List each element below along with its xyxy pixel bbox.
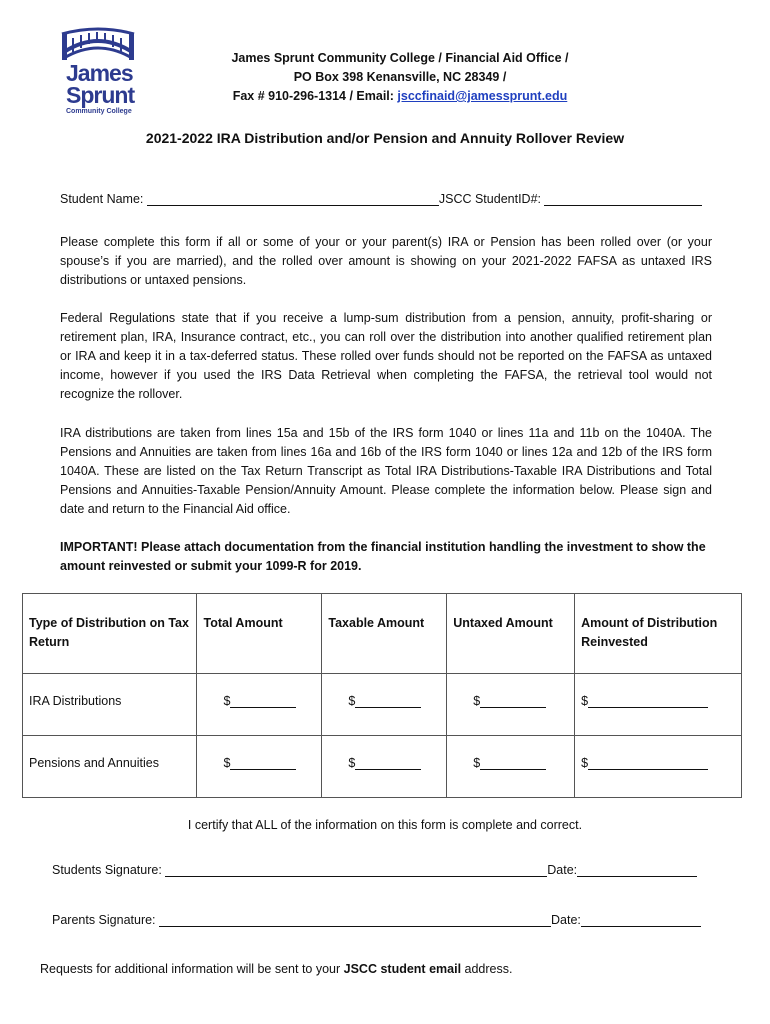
logo-text-sprunt: Sprunt [66,82,135,108]
pension-reinvested-field[interactable] [588,757,708,770]
cell-pension-reinvested[interactable] [575,736,742,798]
instructions-paragraph-1: Please complete this form if all or some of your or your parent(s) IRA or Pension has been rolled over (or your spouse’s if you are married), and the rolled over amount is showing on your 2021-2022 FAFSA as untaxed IRS distributions or untaxed pensions. [60,235,712,287]
pension-untaxed-field[interactable] [480,757,546,770]
student-name-label: Student Name: [60,192,147,206]
row-label-pensions: Pensions and Annuities [23,736,197,798]
certification-statement: I certify that ALL of the information on this form is complete and correct. [187,818,583,832]
student-id-label: JSCC StudentID#: [438,192,545,206]
cell-pension-taxable[interactable] [322,736,447,798]
student-info-row [60,192,702,206]
cell-ira-untaxed[interactable] [447,674,575,736]
header-taxable: Taxable Amount [322,594,447,674]
parent-date-label: Date: [551,913,581,927]
student-date-field[interactable] [577,864,697,877]
header-untaxed: Untaxed Amount [447,594,575,674]
student-signature-field[interactable] [165,864,547,877]
requests-suffix: address. [461,962,513,976]
header-total: Total Amount [197,594,322,674]
currency-symbol: $ [348,756,356,770]
logo-text-community-college: Community College [66,108,132,115]
ira-untaxed-field[interactable] [480,695,546,708]
student-signature-row [52,863,697,877]
logo-text-james: James [66,60,133,86]
college-logo [60,26,136,120]
requests-note [40,962,512,976]
cell-pension-total[interactable] [197,736,322,798]
pension-total-field[interactable] [230,757,296,770]
email-link[interactable]: jsccfinaid@jamessprunt.edu [397,89,568,103]
fax-text: Fax # 910-296-1314 / Email: [232,89,398,103]
currency-symbol: $ [473,694,481,708]
parent-date-field[interactable] [581,914,701,927]
cell-ira-reinvested[interactable] [575,674,742,736]
header-line-3 [170,87,630,106]
table-row-ira [23,674,742,736]
header-line-2: PO Box 398 Kenansville, NC 28349 / [293,70,507,84]
header-reinvested: Amount of Distribution Reinvested [575,594,742,674]
table-row-pensions [23,736,742,798]
parent-signature-row [52,913,701,927]
currency-symbol: $ [348,694,356,708]
cell-ira-total[interactable] [197,674,322,736]
ira-total-field[interactable] [230,695,296,708]
requests-prefix: Requests for additional information will be sent to your [40,962,344,976]
ira-taxable-field[interactable] [355,695,421,708]
currency-symbol: $ [473,756,481,770]
header-type: Type of Distribution on Tax Return [23,594,197,674]
ira-lines-paragraph: IRA distributions are taken from lines 15a and 15b of the IRS form 1040 or lines 11a and 11b on the 1040A. The Pensions and Annuities are taken from lines 16a and 16b of the IRS form 1040 or lines 12a and 12b of the IRS form 1040A. These are listed on the Tax Return Transcript as Total IRA Distributions-Taxable IRA Distributions and Total Pensions and Annuities-Taxable Pension/Annuity Amount. Please complete the information below. Please sign and date and return to the Financial Aid office. [60,426,712,516]
table-header-row [23,594,742,674]
pension-taxable-field[interactable] [355,757,421,770]
row-label-ira: IRA Distributions [23,674,197,736]
student-signature-label: Students Signature: [52,863,166,877]
form-title: 2021-2022 IRA Distribution and/or Pension and Annuity Rollover Review [145,130,625,146]
header-line-1: James Sprunt Community College / Financial Aid Office / [231,51,569,65]
requests-bold-jscc: JSCC student [343,962,426,976]
parent-signature-field[interactable] [159,914,551,927]
currency-symbol: $ [223,694,231,708]
student-name-field[interactable] [147,193,439,206]
regulations-paragraph: Federal Regulations state that if you receive a lump-sum distribution from a pension, annuity, profit-sharing or retirement plan, IRA, Insurance contract, etc., you can roll over the distribution into another qualified retirement plan or IRA and keep it in a tax-deferred status. These rolled over funds should not be reported on the FAFSA as untaxed income, however if you used the IRS Data Retrieval when completing the FAFSA, the retrieval tool would not recognize the rollover. [60,311,712,401]
cell-pension-untaxed[interactable] [447,736,575,798]
currency-symbol: $ [581,694,589,708]
ira-reinvested-field[interactable] [588,695,708,708]
student-date-label: Date: [547,863,578,877]
currency-symbol: $ [581,756,589,770]
important-notice: IMPORTANT! Please attach documentation from the financial institution handling the investment to show the amount reinvested or submit your 1099-R for 2019. [60,540,706,573]
student-id-field[interactable] [544,193,702,206]
office-header [170,49,630,106]
distribution-table [22,593,742,798]
requests-bold-email: email [429,962,462,976]
parent-signature-label: Parents Signature: [52,913,160,927]
cell-ira-taxable[interactable] [322,674,447,736]
currency-symbol: $ [223,756,231,770]
